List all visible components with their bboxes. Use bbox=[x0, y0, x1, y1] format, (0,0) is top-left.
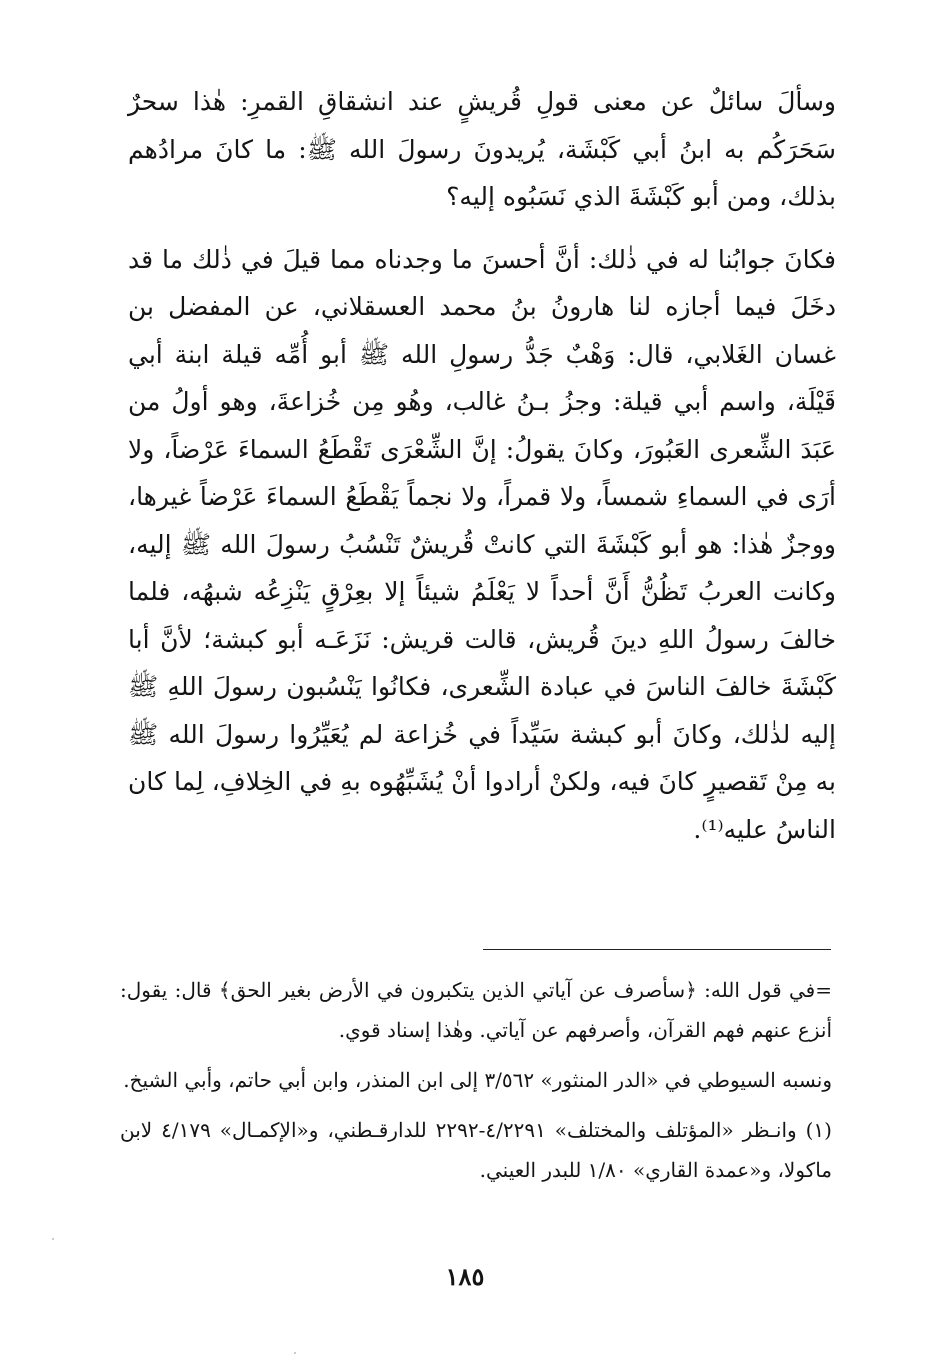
main-text bbox=[128, 78, 836, 853]
scan-speck bbox=[294, 1352, 296, 1354]
paragraph-question: وسألَ سائلٌ عن معنى قولِ قُريشٍ عند انشقاقِ القمرِ: هٰذا سحرٌ سَحَرَكُم به ابنُ أبي كَبْشَة، يُريدونَ رسولَ الله ﷺ: ما كانَ مرادُهم بذلك، ومن أبو كَبْشَةَ الذي نَسَبُوه إليه؟ bbox=[128, 87, 836, 211]
paragraph-answer: فكانَ جوابُنا له في ذٰلك: أنَّ أحسنَ ما وجدناه مما قيلَ في ذٰلك ما قد دخَلَ فيما أجازه لنا هارونُ بنُ محمد العسقلاني، عن المفضل بن غسان الغَلابي، قال: وَهْبٌ جَدُّ رسولِ الله ﷺ أبو أُمِّه قيلة ابنة أبي قَيْلَة، واسم أبي قيلة: وجزُ بـنُ غالب، وهُو مِن خُزاعةَ، وهو أولُ من عَبَدَ الشِّعرى العَبُورَ، وكانَ يقولُ: إنَّ الشِّعْرَى تَقْطَعُ السماءَ عَرْضاً، ولا أرَى في السماءِ شمساً، ولا قمراً، ولا نجماً يَقْطَعُ السماءَ عَرْضاً غيرها، ووجزٌ هٰذا: هو أبو كَبْشَةَ التي كانتْ قُريشٌ تَنْسُبُ رسولَ الله ﷺ إليه، وكانت العربُ تَظُنُّ أَنَّ أحداً لا يَعْلَمُ شيئاً إلا بعِرْقٍ يَنْزِعُه شبهُه، فلما خالفَ رسولُ اللهِ دينَ قُريش، قالت قريش: نَزَعَـه أبو كبشة؛ لأنَّ أبا كَبْشَةَ خالفَ الناسَ في عبادة الشِّعرى، فكانُوا يَنْسُبون رسولَ اللهِ ﷺ إليه لذٰلك، وكانَ أبو كبشة سَيِّداً في خُزاعة لم يُعَيِّرُوا رسولَ الله ﷺ به مِنْ تَقصيرٍ كانَ فيه، ولكنْ أرادوا أنْ يُشَبِّهُوه بهِ في الخِلافِ، لِما كان الناسُ عليه⁽¹⁾. bbox=[128, 244, 836, 844]
footnotes bbox=[120, 970, 832, 1190]
footnote-continuation: =في قول الله: ﴿سأصرف عن آياتي الذين يتكبرون في الأرض بغير الحق﴾ قال: يقول: أنزع عنهم فهم القرآن، وأصرفهم عن آياتي. وهٰذا إسناد قوي. bbox=[120, 978, 832, 1042]
page-number: ١٨٥ bbox=[445, 1262, 485, 1291]
scan-speck bbox=[52, 1238, 54, 1240]
footnote-continuation-source: ونسبه السيوطي في «الدر المنثور» ٣/٥٦٢ إلى ابن المنذر، وابن أبي حاتم، وأبي الشيخ. bbox=[123, 1068, 832, 1092]
footnote-1: (١) وانـظر «المؤتلف والمختلف» ٤/٢٢٩١-٢٢٩٢ للدارقـطني، و«الإكمـال» ٤/١٧٩ لابن ماكولا، و«عمدة القاري» ١/٨٠ للبدر العيني. bbox=[120, 1118, 832, 1182]
footnote-separator bbox=[483, 949, 831, 950]
